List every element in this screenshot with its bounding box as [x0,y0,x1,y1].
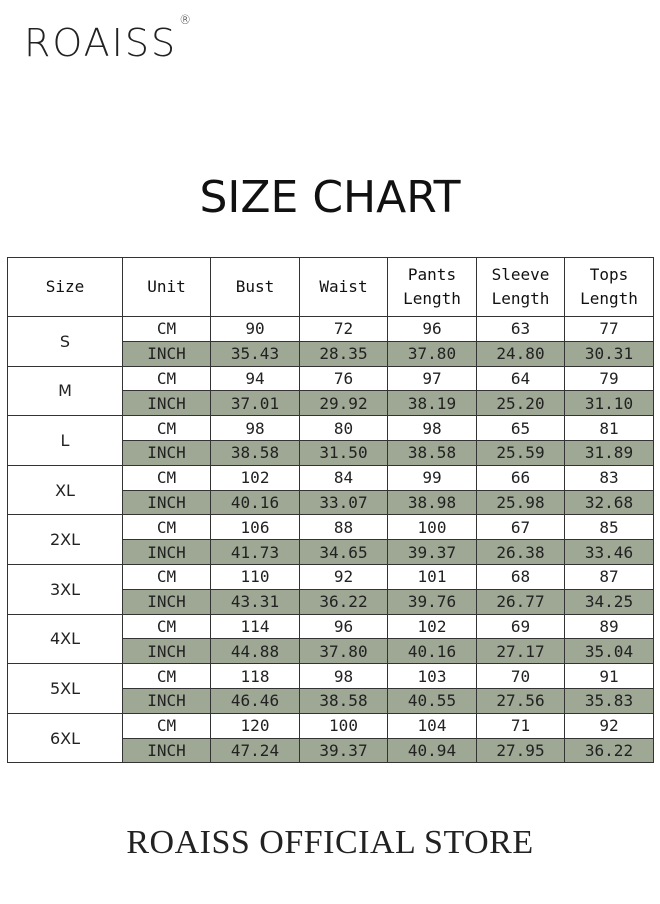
measurement-cell: 35.83 [565,688,654,713]
measurement-cell: 102 [211,465,300,490]
measurement-cell: 120 [211,713,300,738]
measurement-cell: 29.92 [300,391,388,416]
size-label: 4XL [8,614,123,664]
unit-cell: INCH [123,341,211,366]
measurement-cell: 71 [477,713,565,738]
column-header-label: Unit [147,277,186,296]
column-header-label: Sleeve [491,265,550,284]
unit-cell: CM [123,614,211,639]
measurement-cell: 39.76 [388,589,477,614]
unit-cell: INCH [123,540,211,565]
measurement-cell: 37.80 [300,639,388,664]
measurement-cell: 118 [211,664,300,689]
measurement-cell: 25.20 [477,391,565,416]
measurement-cell: 27.56 [477,688,565,713]
measurement-cell: 41.73 [211,540,300,565]
measurement-cell: 34.65 [300,540,388,565]
measurement-cell: 36.22 [565,738,654,763]
measurement-cell: 102 [388,614,477,639]
column-header-label: Waist [319,277,368,296]
size-label: 2XL [8,515,123,565]
page-title: SIZE CHART [199,172,461,223]
measurement-cell: 35.43 [211,341,300,366]
column-header [300,258,388,317]
measurement-cell: 67 [477,515,565,540]
table-row [8,465,654,490]
measurement-cell: 33.46 [565,540,654,565]
size-label: S [8,317,123,367]
header-row [8,258,654,317]
measurement-cell: 100 [300,713,388,738]
measurement-cell: 65 [477,416,565,441]
measurement-cell: 89 [565,614,654,639]
measurement-cell: 81 [565,416,654,441]
measurement-cell: 70 [477,664,565,689]
measurement-cell: 35.04 [565,639,654,664]
measurement-cell: 92 [565,713,654,738]
measurement-cell: 84 [300,465,388,490]
measurement-cell: 79 [565,366,654,391]
size-chart-table [7,257,654,763]
unit-cell: INCH [123,589,211,614]
column-header-label: Tops [589,265,629,284]
measurement-cell: 40.55 [388,688,477,713]
measurement-cell: 40.94 [388,738,477,763]
measurement-cell: 98 [388,416,477,441]
measurement-cell: 77 [565,317,654,342]
measurement-cell: 85 [565,515,654,540]
measurement-cell: 100 [388,515,477,540]
measurement-cell: 69 [477,614,565,639]
column-header [388,258,477,317]
measurement-cell: 63 [477,317,565,342]
measurement-cell: 106 [211,515,300,540]
measurement-cell: 26.77 [477,589,565,614]
measurement-cell: 26.38 [477,540,565,565]
measurement-cell: 38.58 [300,688,388,713]
measurement-cell: 96 [300,614,388,639]
unit-cell: INCH [123,639,211,664]
measurement-cell: 38.98 [388,490,477,515]
measurement-cell: 83 [565,465,654,490]
measurement-cell: 30.31 [565,341,654,366]
unit-cell: INCH [123,688,211,713]
measurement-cell: 46.46 [211,688,300,713]
unit-cell: CM [123,664,211,689]
measurement-cell: 32.68 [565,490,654,515]
measurement-cell: 94 [211,366,300,391]
measurement-cell: 34.25 [565,589,654,614]
unit-cell: INCH [123,490,211,515]
brand-logo [24,13,194,65]
column-header-label: Length [580,289,638,308]
table-body [8,317,654,763]
table-row [8,416,654,441]
measurement-cell: 104 [388,713,477,738]
size-label: 5XL [8,664,123,714]
measurement-cell: 47.24 [211,738,300,763]
column-header-label: Length [403,289,461,308]
measurement-cell: 39.37 [388,540,477,565]
measurement-cell: 110 [211,564,300,589]
unit-cell: CM [123,416,211,441]
measurement-cell: 87 [565,564,654,589]
table-row [8,515,654,540]
measurement-cell: 98 [211,416,300,441]
unit-cell: CM [123,713,211,738]
measurement-cell: 64 [477,366,565,391]
measurement-cell: 44.88 [211,639,300,664]
column-header [123,258,211,317]
unit-cell: CM [123,515,211,540]
unit-cell: CM [123,465,211,490]
size-label: M [8,366,123,416]
column-header [477,258,565,317]
table-row [8,713,654,738]
measurement-cell: 68 [477,564,565,589]
measurement-cell: 101 [388,564,477,589]
size-label: L [8,416,123,466]
brand-name: ROAISS [24,21,178,65]
registered-mark: ® [179,13,194,28]
measurement-cell: 90 [211,317,300,342]
measurement-cell: 38.58 [211,440,300,465]
table-row [8,564,654,589]
measurement-cell: 38.58 [388,440,477,465]
measurement-cell: 31.50 [300,440,388,465]
measurement-cell: 31.89 [565,440,654,465]
measurement-cell: 66 [477,465,565,490]
measurement-cell: 43.31 [211,589,300,614]
measurement-cell: 37.01 [211,391,300,416]
measurement-cell: 37.80 [388,341,477,366]
table-row [8,614,654,639]
measurement-cell: 39.37 [300,738,388,763]
measurement-cell: 97 [388,366,477,391]
table-row [8,317,654,342]
measurement-cell: 40.16 [211,490,300,515]
unit-cell: CM [123,366,211,391]
measurement-cell: 88 [300,515,388,540]
measurement-cell: 25.98 [477,490,565,515]
column-header [8,258,123,317]
table-row [8,664,654,689]
measurement-cell: 114 [211,614,300,639]
measurement-cell: 33.07 [300,490,388,515]
measurement-cell: 96 [388,317,477,342]
measurement-cell: 72 [300,317,388,342]
column-header [211,258,300,317]
measurement-cell: 36.22 [300,589,388,614]
unit-cell: CM [123,317,211,342]
measurement-cell: 99 [388,465,477,490]
measurement-cell: 27.95 [477,738,565,763]
measurement-cell: 24.80 [477,341,565,366]
size-label: 6XL [8,713,123,763]
measurement-cell: 28.35 [300,341,388,366]
measurement-cell: 103 [388,664,477,689]
measurement-cell: 92 [300,564,388,589]
measurement-cell: 31.10 [565,391,654,416]
measurement-cell: 40.16 [388,639,477,664]
measurement-cell: 80 [300,416,388,441]
measurement-cell: 98 [300,664,388,689]
column-header-label: Size [45,277,85,296]
store-footer: ROAISS OFFICIAL STORE [126,824,534,861]
table-row [8,366,654,391]
unit-cell: CM [123,564,211,589]
unit-cell: INCH [123,738,211,763]
measurement-cell: 38.19 [388,391,477,416]
size-label: XL [8,465,123,515]
column-header-label: Length [491,289,550,308]
measurement-cell: 27.17 [477,639,565,664]
measurement-cell: 25.59 [477,440,565,465]
measurement-cell: 76 [300,366,388,391]
measurement-cell: 91 [565,664,654,689]
column-header [565,258,654,317]
size-label: 3XL [8,564,123,614]
unit-cell: INCH [123,391,211,416]
column-header-label: Pants [407,265,457,284]
column-header-label: Bust [235,277,275,296]
unit-cell: INCH [123,440,211,465]
